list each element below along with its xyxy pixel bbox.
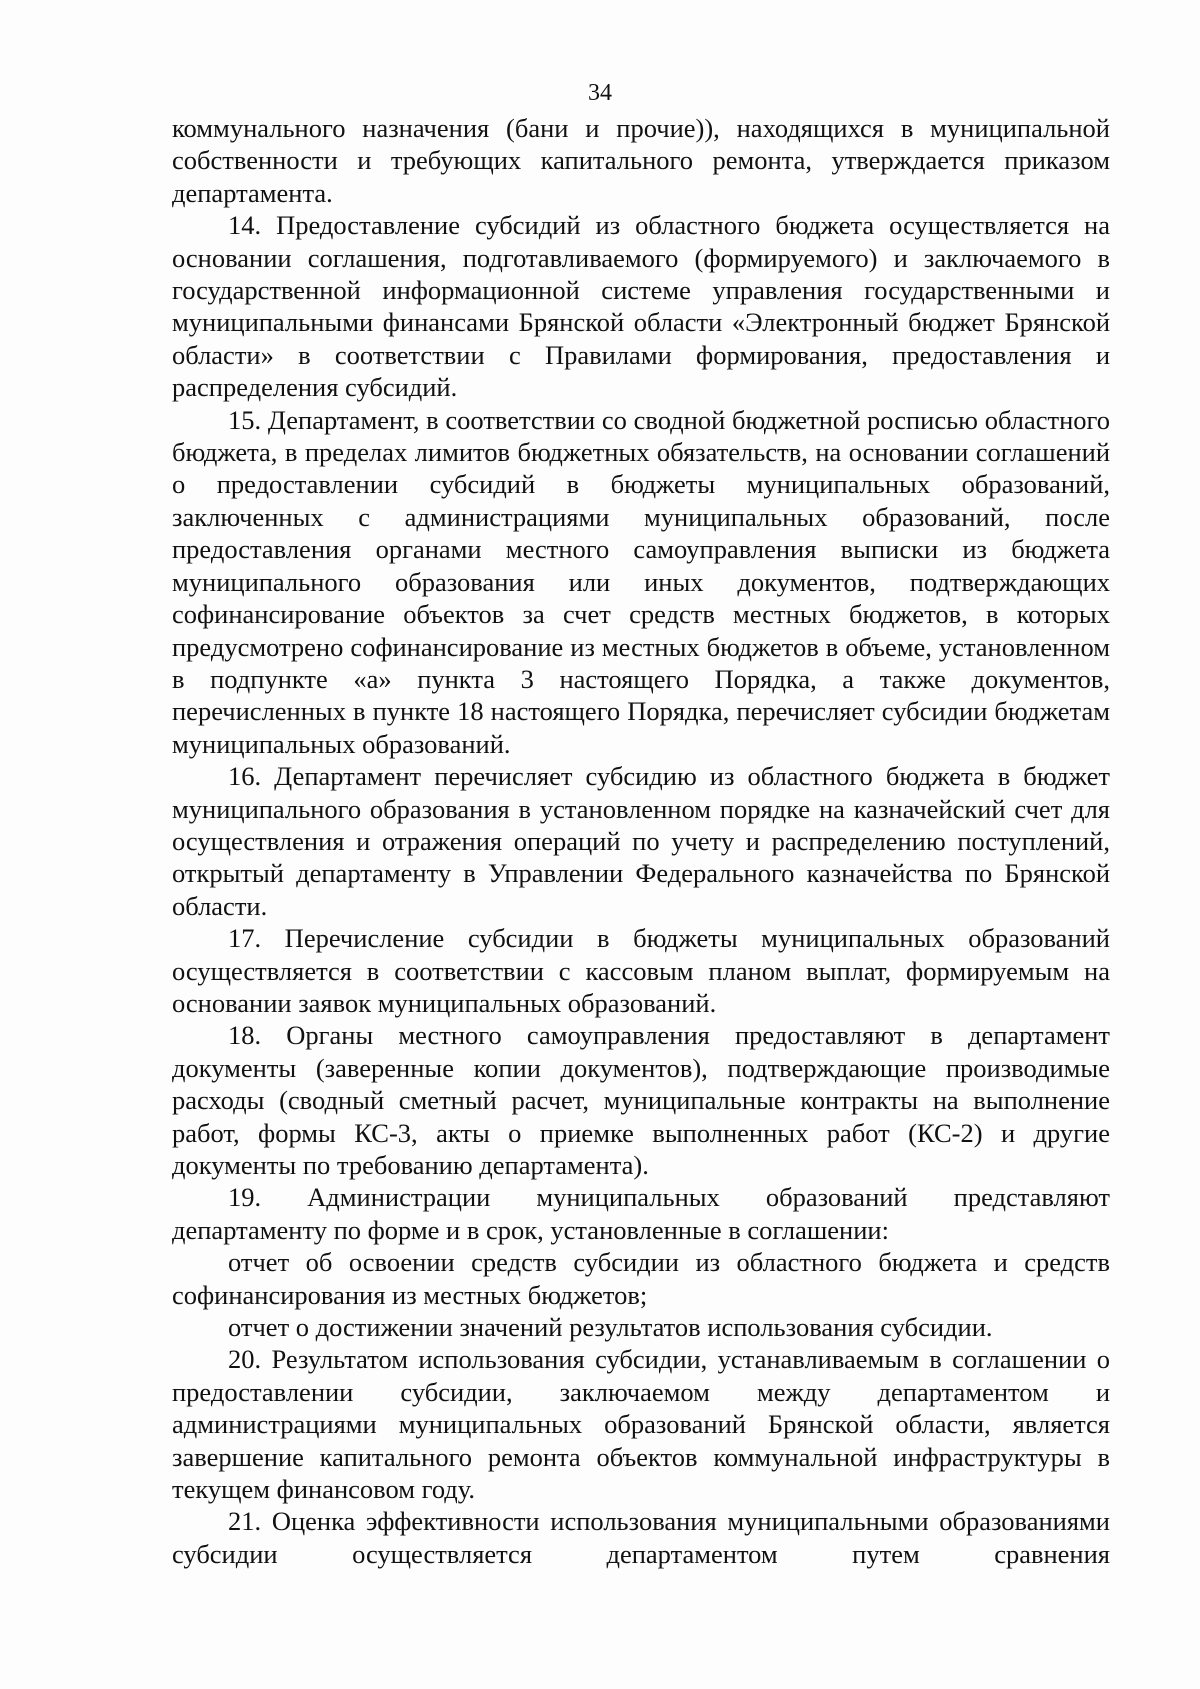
paragraph-continuation: коммунального назначения (бани и прочие)), находящихся в муниципальной собственности и требующих капитального ремонта, утверждается приказом департамента. [172, 113, 1110, 208]
paragraph-19: 19. Администрации муниципальных образований представляют департаменту по форме и в срок, установленные в соглашении: [172, 1182, 1110, 1245]
paragraph-19-item-2: отчет о достижении значений результатов использования субсидии. [228, 1312, 993, 1343]
paragraph-17: 17. Перечисление субсидии в бюджеты муниципальных образований осуществляется в соответствии с кассовым планом выплат, формируемым на основании заявок муниципальных образований. [172, 923, 1110, 1018]
paragraph-16: 16. Департамент перечисляет субсидию из областного бюджета в бюджет муниципального образования в установленном порядке на казначейский счет для осуществления и отражения операций по учету и распределению поступлений, открытый департаменту в Управлении Федерального казначейства по Брянской области. [172, 761, 1110, 921]
document-body [172, 112, 1110, 1570]
paragraph-21: 21. Оценка эффективности использования муниципальными образованиями субсидии осуществляется департаментом путем сравнения [172, 1506, 1110, 1569]
paragraph-14: 14. Предоставление субсидий из областного бюджета осуществляется на основании соглашения, подготавливаемого (формируемого) и заключаемого в государственной информационной системе управления государственными и муниципальными финансами Брянской области «Электронный бюджет Брянской области» в соответствии с Правилами формирования, предоставления и распределения субсидий. [172, 210, 1110, 403]
paragraph-18: 18. Органы местного самоуправления предоставляют в департамент документы (заверенные копии документов), подтверждающие производимые расходы (сводный сметный расчет, муниципальные контракты на выполнение работ, формы КС-3, акты о приемке выполненных работ (КС-2) и другие документы по требованию департамента). [172, 1020, 1110, 1180]
paragraph-15: 15. Департамент, в соответствии со сводной бюджетной росписью областного бюджета, в пределах лимитов бюджетных обязательств, на основании соглашений о предоставлении субсидий в бюджеты муниципальных образований, заключенных с администрациями муниципальных образований, после предоставления органами местного самоуправления выписки из бюджета муниципального образования или иных документов, подтверждающих софинансирование объектов за счет средств местных бюджетов, в которых предусмотрено софинансирование из местных бюджетов в объеме, установленном в подпункте «а» пункта 3 настоящего Порядка, а также документов, перечисленных в пункте 18 настоящего Порядка, перечисляет субсидии бюджетам муниципальных образований. [172, 404, 1110, 759]
paragraph-20: 20. Результатом использования субсидии, устанавливаемым в соглашении о предоставлении субсидии, заключаемом между департаментом и администрациями муниципальных образований Брянской области, является завершение капитального ремонта объектов коммунальной инфраструктуры в текущем финансовом году. [172, 1344, 1110, 1505]
page-number: 34 [588, 80, 612, 106]
paragraph-19-item-1: отчет об освоении средств субсидии из областного бюджета и средств софинансирования из местных бюджетов; [172, 1247, 1110, 1310]
